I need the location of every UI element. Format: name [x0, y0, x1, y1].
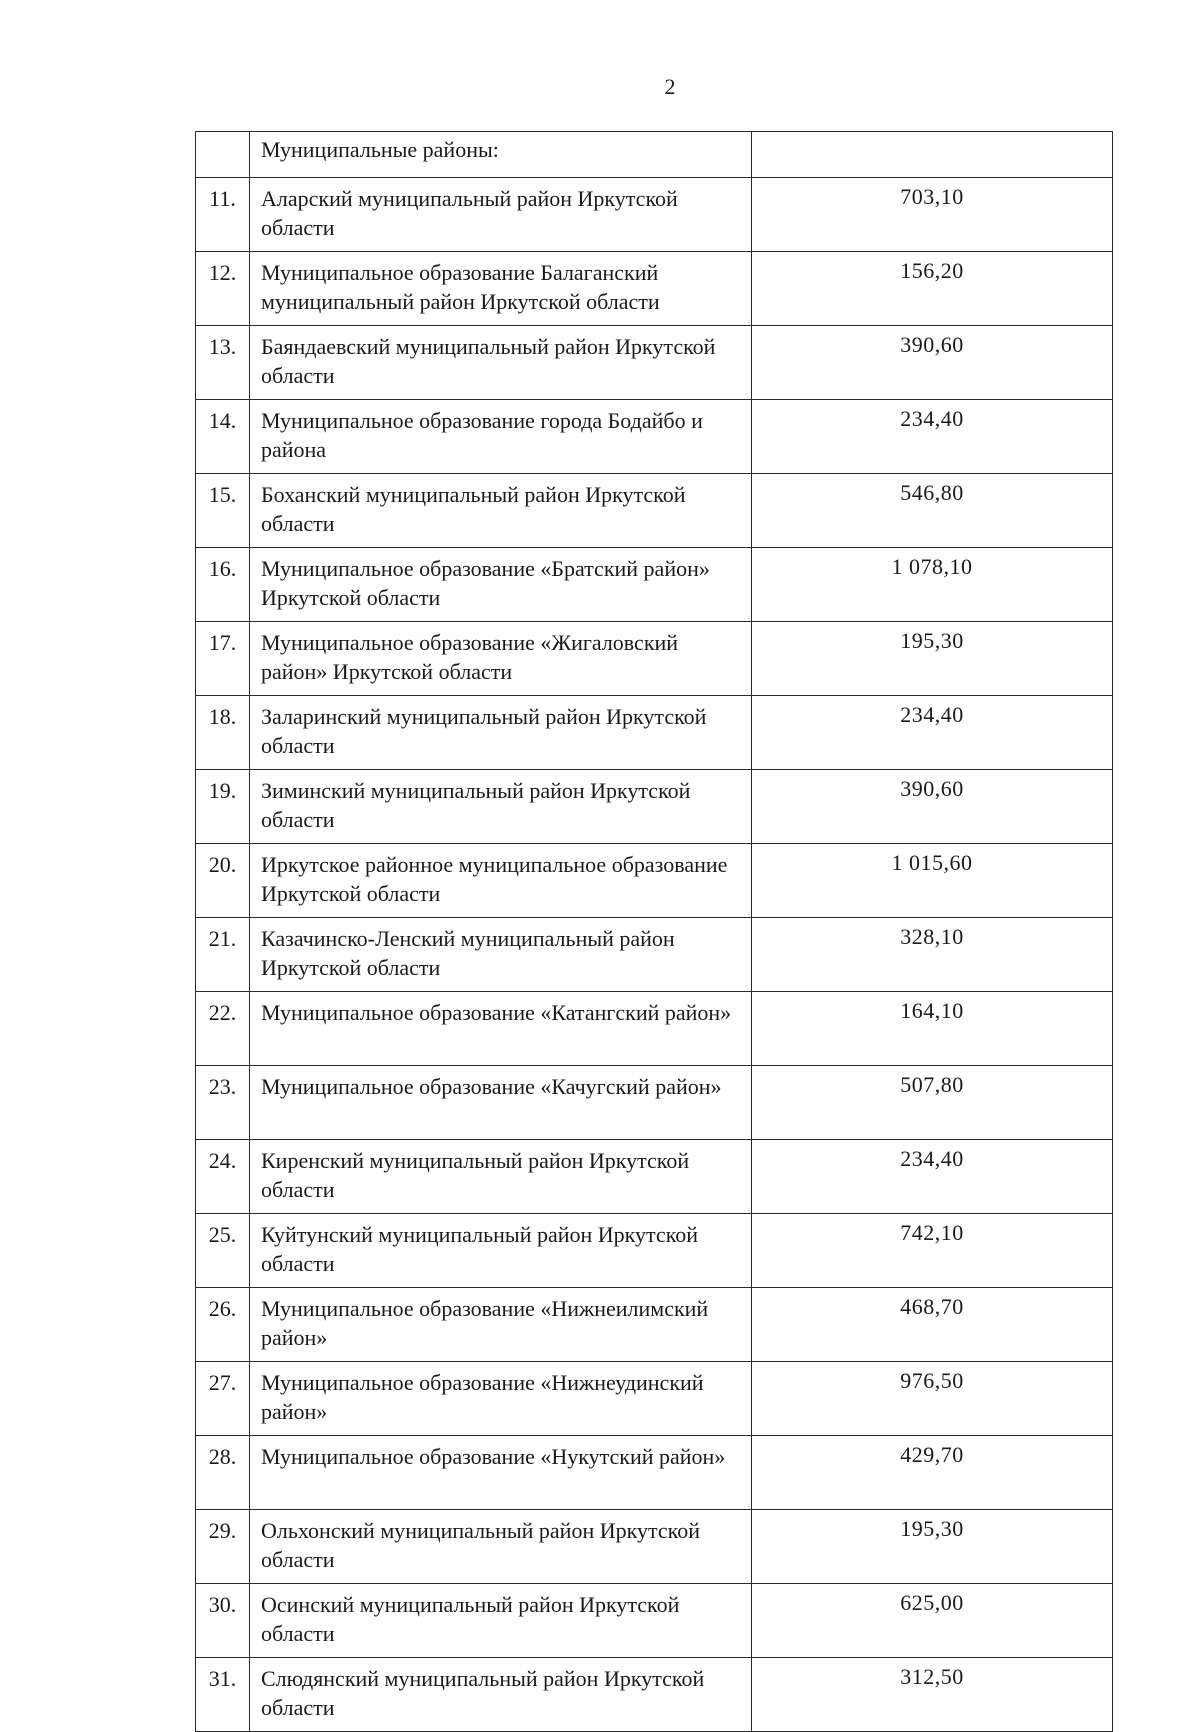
district-amount: 703,10 [752, 178, 1113, 252]
district-name: Муниципальное образование «Качугский район» [250, 1066, 752, 1140]
district-name: Куйтунский муниципальный район Иркутской области [250, 1214, 752, 1288]
district-name: Аларский муниципальный район Иркутской области [250, 178, 752, 252]
table-row [196, 252, 1113, 326]
row-number: 14. [196, 400, 250, 474]
district-name: Слюдянский муниципальный район Иркутской области [250, 1658, 752, 1732]
table-row [196, 178, 1113, 252]
row-number: 31. [196, 1658, 250, 1732]
district-name: Боханский муниципальный район Иркутской области [250, 474, 752, 548]
table-row [196, 1584, 1113, 1658]
district-amount: 1 015,60 [752, 844, 1113, 918]
table-row [196, 326, 1113, 400]
district-name: Ольхонский муниципальный район Иркутской области [250, 1510, 752, 1584]
table-row [196, 1658, 1113, 1732]
page-number: 2 [664, 74, 676, 99]
row-number: 12. [196, 252, 250, 326]
district-amount: 1 078,10 [752, 548, 1113, 622]
row-number: 20. [196, 844, 250, 918]
row-number: 29. [196, 1510, 250, 1584]
table-row [196, 1214, 1113, 1288]
row-number: 16. [196, 548, 250, 622]
district-amount: 976,50 [752, 1362, 1113, 1436]
table-row [196, 1066, 1113, 1140]
district-name: Баяндаевский муниципальный район Иркутской области [250, 326, 752, 400]
row-number: 21. [196, 918, 250, 992]
district-amount: 625,00 [752, 1584, 1113, 1658]
table-row [196, 474, 1113, 548]
row-number: 11. [196, 178, 250, 252]
district-name: Муниципальное образование «Катангский район» [250, 992, 752, 1066]
district-amount: 312,50 [752, 1658, 1113, 1732]
district-amount: 468,70 [752, 1288, 1113, 1362]
district-amount: 546,80 [752, 474, 1113, 548]
district-name: Муниципальное образование «Братский район» Иркутской области [250, 548, 752, 622]
table-row [196, 918, 1113, 992]
district-name: Муниципальное образование «Нукутский район» [250, 1436, 752, 1510]
table-row [196, 1288, 1113, 1362]
row-number: 18. [196, 696, 250, 770]
district-amount: 156,20 [752, 252, 1113, 326]
row-number: 13. [196, 326, 250, 400]
row-number: 23. [196, 1066, 250, 1140]
row-number: 27. [196, 1362, 250, 1436]
table-row [196, 1436, 1113, 1510]
table-row [196, 770, 1113, 844]
table-row [196, 400, 1113, 474]
districts-table [195, 131, 1113, 1732]
district-amount: 328,10 [752, 918, 1113, 992]
row-number: 30. [196, 1584, 250, 1658]
district-amount: 429,70 [752, 1436, 1113, 1510]
table-row [196, 844, 1113, 918]
table-row [196, 696, 1113, 770]
section-header-value-cell [752, 132, 1113, 178]
district-name: Казачинско-Ленский муниципальный район Иркутской области [250, 918, 752, 992]
district-name: Муниципальное образование «Нижнеилимский район» [250, 1288, 752, 1362]
section-header-row [196, 132, 1113, 178]
row-number: 22. [196, 992, 250, 1066]
row-number: 15. [196, 474, 250, 548]
district-name: Муниципальное образование «Нижнеудинский район» [250, 1362, 752, 1436]
district-amount: 195,30 [752, 1510, 1113, 1584]
district-amount: 234,40 [752, 1140, 1113, 1214]
district-name: Муниципальное образование «Жигаловский район» Иркутской области [250, 622, 752, 696]
row-number: 24. [196, 1140, 250, 1214]
table-row [196, 1510, 1113, 1584]
district-name: Иркутское районное муниципальное образование Иркутской области [250, 844, 752, 918]
district-amount: 742,10 [752, 1214, 1113, 1288]
district-amount: 507,80 [752, 1066, 1113, 1140]
district-name: Осинский муниципальный район Иркутской области [250, 1584, 752, 1658]
district-amount: 164,10 [752, 992, 1113, 1066]
district-name: Киренский муниципальный район Иркутской области [250, 1140, 752, 1214]
section-header-num-cell [196, 132, 250, 178]
row-number: 17. [196, 622, 250, 696]
district-amount: 390,60 [752, 770, 1113, 844]
row-number: 26. [196, 1288, 250, 1362]
district-amount: 234,40 [752, 400, 1113, 474]
row-number: 28. [196, 1436, 250, 1510]
district-name: Муниципальное образование города Бодайбо и района [250, 400, 752, 474]
table-row [196, 622, 1113, 696]
row-number: 25. [196, 1214, 250, 1288]
district-name: Зиминский муниципальный район Иркутской области [250, 770, 752, 844]
section-header-label: Муниципальные районы: [250, 132, 752, 178]
row-number: 19. [196, 770, 250, 844]
district-name: Муниципальное образование Балаганский муниципальный район Иркутской области [250, 252, 752, 326]
district-name: Заларинский муниципальный район Иркутской области [250, 696, 752, 770]
table-row [196, 548, 1113, 622]
table-row [196, 1140, 1113, 1214]
table-row [196, 992, 1113, 1066]
district-amount: 390,60 [752, 326, 1113, 400]
district-amount: 234,40 [752, 696, 1113, 770]
table-row [196, 1362, 1113, 1436]
district-amount: 195,30 [752, 622, 1113, 696]
